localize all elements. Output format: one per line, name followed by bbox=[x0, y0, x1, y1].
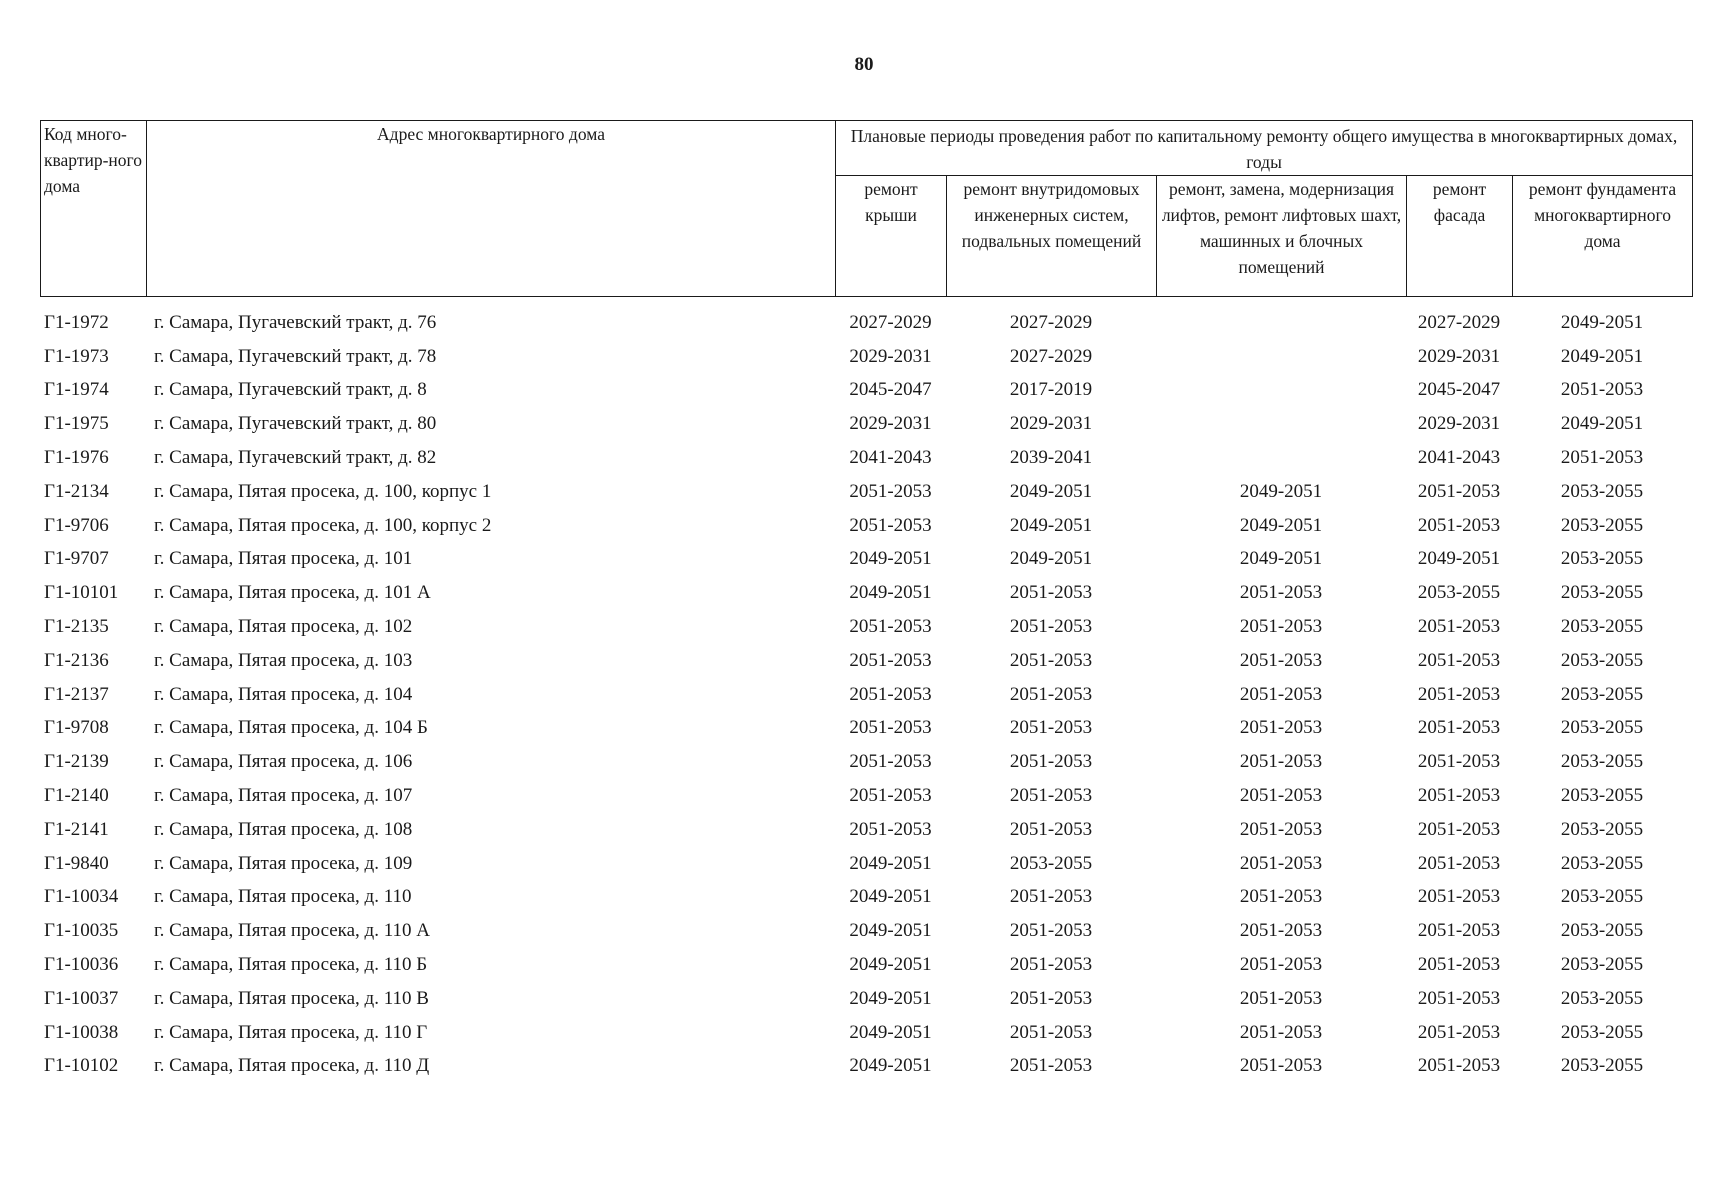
table-row bbox=[40, 306, 1692, 340]
table-row bbox=[40, 374, 1692, 408]
cell-code: Г1-9707 bbox=[44, 548, 109, 570]
cell-roof: 2049-2051 bbox=[849, 886, 932, 908]
cell-address: г. Самара, Пятая просека, д. 110 bbox=[154, 886, 412, 908]
cell-facade: 2027-2029 bbox=[1417, 311, 1501, 333]
cell-facade: 2049-2051 bbox=[1417, 548, 1501, 570]
cell-engineering: 2051-2053 bbox=[1009, 717, 1093, 739]
cell-roof: 2049-2051 bbox=[849, 920, 932, 942]
table-row bbox=[40, 678, 1692, 712]
cell-facade: 2051-2053 bbox=[1417, 514, 1501, 536]
cell-facade: 2051-2053 bbox=[1417, 987, 1501, 1009]
cell-lifts: 2051-2053 bbox=[1239, 582, 1323, 604]
header-code: Код много-квартир-ного дома bbox=[41, 121, 147, 297]
cell-address: г. Самара, Пятая просека, д. 100, корпус 1 bbox=[154, 480, 492, 502]
cell-foundation: 2053-2055 bbox=[1560, 514, 1644, 536]
cell-foundation: 2053-2055 bbox=[1560, 852, 1644, 874]
cell-engineering: 2027-2029 bbox=[1009, 311, 1093, 333]
table-row bbox=[40, 813, 1692, 847]
table-row bbox=[40, 441, 1692, 475]
cell-foundation: 2053-2055 bbox=[1560, 987, 1644, 1009]
cell-lifts: 2051-2053 bbox=[1239, 1055, 1323, 1077]
cell-foundation: 2053-2055 bbox=[1560, 818, 1644, 840]
cell-roof: 2051-2053 bbox=[849, 514, 932, 536]
cell-lifts: 2051-2053 bbox=[1239, 717, 1323, 739]
cell-lifts: 2051-2053 bbox=[1239, 852, 1323, 874]
cell-facade: 2051-2053 bbox=[1417, 886, 1501, 908]
cell-facade: 2051-2053 bbox=[1417, 852, 1501, 874]
cell-address: г. Самара, Пугачевский тракт, д. 76 bbox=[154, 311, 437, 333]
cell-foundation: 2053-2055 bbox=[1560, 480, 1644, 502]
cell-engineering: 2049-2051 bbox=[1009, 480, 1093, 502]
cell-facade: 2051-2053 bbox=[1417, 785, 1501, 807]
table-body bbox=[40, 306, 1692, 1083]
cell-facade: 2029-2031 bbox=[1417, 345, 1501, 367]
cell-engineering: 2051-2053 bbox=[1009, 785, 1093, 807]
cell-engineering: 2051-2053 bbox=[1009, 886, 1093, 908]
cell-engineering: 2051-2053 bbox=[1009, 616, 1093, 638]
table-row bbox=[40, 914, 1692, 948]
cell-code: Г1-2141 bbox=[44, 818, 109, 840]
cell-roof: 2051-2053 bbox=[849, 818, 932, 840]
cell-address: г. Самара, Пятая просека, д. 110 Г bbox=[154, 1021, 428, 1043]
cell-facade: 2045-2047 bbox=[1417, 379, 1501, 401]
cell-roof: 2051-2053 bbox=[849, 785, 932, 807]
cell-facade: 2051-2053 bbox=[1417, 717, 1501, 739]
cell-facade: 2029-2031 bbox=[1417, 413, 1501, 435]
cell-code: Г1-10035 bbox=[44, 920, 119, 942]
cell-address: г. Самара, Пятая просека, д. 110 А bbox=[154, 920, 430, 942]
cell-lifts: 2051-2053 bbox=[1239, 987, 1323, 1009]
cell-lifts: 2049-2051 bbox=[1239, 514, 1323, 536]
cell-code: Г1-2140 bbox=[44, 785, 109, 807]
cell-foundation: 2053-2055 bbox=[1560, 582, 1644, 604]
cell-engineering: 2027-2029 bbox=[1009, 345, 1093, 367]
cell-address: г. Самара, Пятая просека, д. 106 bbox=[154, 751, 413, 773]
cell-foundation: 2053-2055 bbox=[1560, 1055, 1644, 1077]
cell-foundation: 2053-2055 bbox=[1560, 785, 1644, 807]
cell-lifts: 2051-2053 bbox=[1239, 920, 1323, 942]
table-row bbox=[40, 881, 1692, 915]
cell-engineering: 2051-2053 bbox=[1009, 683, 1093, 705]
cell-code: Г1-10036 bbox=[44, 954, 119, 976]
cell-roof: 2049-2051 bbox=[849, 852, 932, 874]
cell-facade: 2051-2053 bbox=[1417, 649, 1501, 671]
header-planned-periods: Плановые периоды проведения работ по капитальному ремонту общего имущества в многоквартирных домах, годы bbox=[836, 121, 1693, 176]
cell-foundation: 2049-2051 bbox=[1560, 345, 1644, 367]
table-row bbox=[40, 1016, 1692, 1050]
cell-address: г. Самара, Пятая просека, д. 103 bbox=[154, 649, 413, 671]
cell-address: г. Самара, Пугачевский тракт, д. 80 bbox=[154, 413, 437, 435]
cell-lifts: 2051-2053 bbox=[1239, 818, 1323, 840]
table-header bbox=[40, 120, 1693, 297]
cell-foundation: 2049-2051 bbox=[1560, 311, 1644, 333]
cell-address: г. Самара, Пугачевский тракт, д. 78 bbox=[154, 345, 437, 367]
cell-engineering: 2051-2053 bbox=[1009, 1055, 1093, 1077]
header-address: Адрес многоквартирного дома bbox=[147, 121, 836, 297]
cell-facade: 2051-2053 bbox=[1417, 1055, 1501, 1077]
header-lifts: ремонт, замена, модернизация лифтов, ремонт лифтовых шахт, машинных и блочных помещений bbox=[1157, 176, 1407, 297]
cell-facade: 2051-2053 bbox=[1417, 920, 1501, 942]
header-roof: ремонт крыши bbox=[836, 176, 947, 297]
cell-engineering: 2051-2053 bbox=[1009, 649, 1093, 671]
cell-engineering: 2051-2053 bbox=[1009, 751, 1093, 773]
cell-engineering: 2053-2055 bbox=[1009, 852, 1093, 874]
cell-foundation: 2053-2055 bbox=[1560, 920, 1644, 942]
cell-code: Г1-9706 bbox=[44, 514, 109, 536]
cell-lifts: 2051-2053 bbox=[1239, 751, 1323, 773]
cell-address: г. Самара, Пятая просека, д. 100, корпус 2 bbox=[154, 514, 492, 536]
table-row bbox=[40, 576, 1692, 610]
table-row bbox=[40, 779, 1692, 813]
cell-foundation: 2053-2055 bbox=[1560, 548, 1644, 570]
cell-engineering: 2051-2053 bbox=[1009, 920, 1093, 942]
cell-engineering: 2051-2053 bbox=[1009, 582, 1093, 604]
table-row bbox=[40, 407, 1692, 441]
table-row bbox=[40, 340, 1692, 374]
cell-engineering: 2051-2053 bbox=[1009, 954, 1093, 976]
cell-engineering: 2051-2053 bbox=[1009, 818, 1093, 840]
table-row bbox=[40, 644, 1692, 678]
header-engineering: ремонт внутридомовых инженерных систем, подвальных помещений bbox=[947, 176, 1157, 297]
cell-code: Г1-9840 bbox=[44, 852, 109, 874]
cell-foundation: 2051-2053 bbox=[1560, 447, 1644, 469]
cell-roof: 2049-2051 bbox=[849, 1021, 932, 1043]
page-number: 80 bbox=[854, 54, 874, 75]
cell-roof: 2029-2031 bbox=[849, 345, 932, 367]
cell-lifts: 2049-2051 bbox=[1239, 548, 1323, 570]
cell-facade: 2051-2053 bbox=[1417, 616, 1501, 638]
cell-code: Г1-1976 bbox=[44, 447, 109, 469]
cell-lifts: 2051-2053 bbox=[1239, 616, 1323, 638]
cell-facade: 2051-2053 bbox=[1417, 751, 1501, 773]
cell-address: г. Самара, Пятая просека, д. 110 Д bbox=[154, 1055, 430, 1077]
cell-code: Г1-2136 bbox=[44, 649, 109, 671]
table-row bbox=[40, 745, 1692, 779]
cell-roof: 2045-2047 bbox=[849, 379, 932, 401]
cell-address: г. Самара, Пугачевский тракт, д. 8 bbox=[154, 379, 427, 401]
cell-engineering: 2029-2031 bbox=[1009, 413, 1093, 435]
cell-foundation: 2053-2055 bbox=[1560, 616, 1644, 638]
cell-foundation: 2049-2051 bbox=[1560, 413, 1644, 435]
cell-engineering: 2049-2051 bbox=[1009, 548, 1093, 570]
table-row bbox=[40, 847, 1692, 881]
cell-lifts: 2051-2053 bbox=[1239, 785, 1323, 807]
cell-code: Г1-1975 bbox=[44, 413, 109, 435]
table-row bbox=[40, 1050, 1692, 1084]
cell-lifts: 2051-2053 bbox=[1239, 886, 1323, 908]
table-row bbox=[40, 543, 1692, 577]
cell-code: Г1-1972 bbox=[44, 311, 109, 333]
cell-roof: 2041-2043 bbox=[849, 447, 932, 469]
cell-roof: 2049-2051 bbox=[849, 987, 932, 1009]
cell-facade: 2051-2053 bbox=[1417, 683, 1501, 705]
cell-lifts: 2051-2053 bbox=[1239, 1021, 1323, 1043]
cell-foundation: 2053-2055 bbox=[1560, 683, 1644, 705]
cell-address: г. Самара, Пятая просека, д. 110 Б bbox=[154, 954, 428, 976]
cell-code: Г1-1973 bbox=[44, 345, 109, 367]
cell-address: г. Самара, Пятая просека, д. 104 Б bbox=[154, 717, 428, 739]
cell-code: Г1-2135 bbox=[44, 616, 109, 638]
cell-code: Г1-2139 bbox=[44, 751, 109, 773]
cell-roof: 2029-2031 bbox=[849, 413, 932, 435]
cell-address: г. Самара, Пятая просека, д. 107 bbox=[154, 785, 413, 807]
table-row bbox=[40, 610, 1692, 644]
cell-code: Г1-2137 bbox=[44, 683, 109, 705]
cell-facade: 2051-2053 bbox=[1417, 818, 1501, 840]
cell-code: Г1-10038 bbox=[44, 1021, 119, 1043]
cell-lifts: 2051-2053 bbox=[1239, 954, 1323, 976]
cell-code: Г1-10037 bbox=[44, 987, 119, 1009]
cell-address: г. Самара, Пятая просека, д. 101 bbox=[154, 548, 413, 570]
cell-facade: 2041-2043 bbox=[1417, 447, 1501, 469]
table-row bbox=[40, 982, 1692, 1016]
cell-engineering: 2039-2041 bbox=[1009, 447, 1093, 469]
cell-engineering: 2051-2053 bbox=[1009, 987, 1093, 1009]
cell-foundation: 2053-2055 bbox=[1560, 954, 1644, 976]
cell-lifts: 2051-2053 bbox=[1239, 649, 1323, 671]
cell-foundation: 2053-2055 bbox=[1560, 1021, 1644, 1043]
cell-code: Г1-9708 bbox=[44, 717, 109, 739]
cell-roof: 2051-2053 bbox=[849, 649, 932, 671]
cell-roof: 2049-2051 bbox=[849, 1055, 932, 1077]
cell-code: Г1-2134 bbox=[44, 480, 109, 502]
cell-code: Г1-10102 bbox=[44, 1055, 119, 1077]
table-row bbox=[40, 948, 1692, 982]
cell-code: Г1-10034 bbox=[44, 886, 119, 908]
cell-address: г. Самара, Пятая просека, д. 102 bbox=[154, 616, 413, 638]
cell-foundation: 2053-2055 bbox=[1560, 886, 1644, 908]
cell-roof: 2051-2053 bbox=[849, 683, 932, 705]
cell-engineering: 2049-2051 bbox=[1009, 514, 1093, 536]
cell-foundation: 2051-2053 bbox=[1560, 379, 1644, 401]
cell-roof: 2049-2051 bbox=[849, 548, 932, 570]
cell-engineering: 2017-2019 bbox=[1009, 379, 1093, 401]
cell-roof: 2051-2053 bbox=[849, 717, 932, 739]
table-row bbox=[40, 475, 1692, 509]
cell-code: Г1-10101 bbox=[44, 582, 119, 604]
table-row bbox=[40, 712, 1692, 746]
cell-foundation: 2053-2055 bbox=[1560, 717, 1644, 739]
cell-address: г. Самара, Пятая просека, д. 110 В bbox=[154, 987, 429, 1009]
cell-roof: 2049-2051 bbox=[849, 954, 932, 976]
cell-facade: 2051-2053 bbox=[1417, 1021, 1501, 1043]
cell-lifts: 2049-2051 bbox=[1239, 480, 1323, 502]
cell-roof: 2027-2029 bbox=[849, 311, 932, 333]
cell-facade: 2051-2053 bbox=[1417, 954, 1501, 976]
cell-engineering: 2051-2053 bbox=[1009, 1021, 1093, 1043]
cell-foundation: 2053-2055 bbox=[1560, 649, 1644, 671]
cell-address: г. Самара, Пятая просека, д. 109 bbox=[154, 852, 413, 874]
cell-facade: 2053-2055 bbox=[1417, 582, 1501, 604]
cell-roof: 2051-2053 bbox=[849, 751, 932, 773]
table-row bbox=[40, 509, 1692, 543]
cell-address: г. Самара, Пугачевский тракт, д. 82 bbox=[154, 447, 437, 469]
cell-lifts: 2051-2053 bbox=[1239, 683, 1323, 705]
cell-roof: 2049-2051 bbox=[849, 582, 932, 604]
cell-roof: 2051-2053 bbox=[849, 480, 932, 502]
cell-address: г. Самара, Пятая просека, д. 104 bbox=[154, 683, 413, 705]
cell-roof: 2051-2053 bbox=[849, 616, 932, 638]
cell-code: Г1-1974 bbox=[44, 379, 109, 401]
cell-address: г. Самара, Пятая просека, д. 108 bbox=[154, 818, 413, 840]
header-facade: ремонт фасада bbox=[1407, 176, 1513, 297]
cell-foundation: 2053-2055 bbox=[1560, 751, 1644, 773]
header-foundation: ремонт фундамента многоквартирного дома bbox=[1513, 176, 1693, 297]
cell-address: г. Самара, Пятая просека, д. 101 А bbox=[154, 582, 431, 604]
cell-facade: 2051-2053 bbox=[1417, 480, 1501, 502]
